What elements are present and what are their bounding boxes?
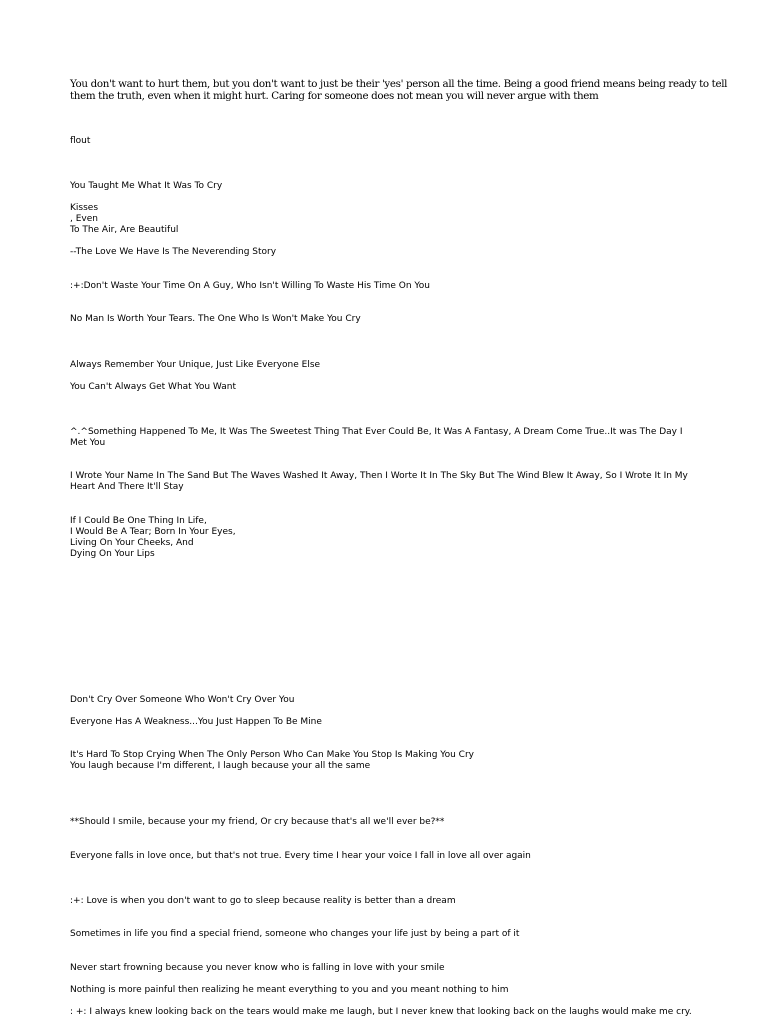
quote-19: Nothing is more painful then realizing he meant everything to you and you meant nothing to him — [70, 985, 509, 995]
quote-1: You Taught Me What It Was To Cry — [70, 181, 223, 191]
quote-6: Always Remember Your Unique, Just Like Everyone Else — [70, 360, 321, 370]
word-flout: flout — [70, 136, 91, 146]
quote-13: It's Hard To Stop Crying When The Only Person Who Can Make You Stop Is Making You Cry You laugh because I'm different, I laugh because your all the same — [70, 750, 474, 771]
quote-10: If I Could Be One Thing In Life, I Would Be A Tear; Born In Your Eyes, Living On Your Cheeks, And Dying On Your Lips — [70, 516, 236, 559]
quote-3: --The Love We Have Is The Neverending Story — [70, 247, 277, 257]
quote-7: You Can't Always Get What You Want — [70, 382, 237, 392]
quote-18: Never start frowning because you never know who is falling in love with your smile — [70, 963, 445, 973]
quote-14: **Should I smile, because your my friend, Or cry because that's all we'll ever be?** — [70, 817, 445, 827]
quote-15: Everyone falls in love once, but that's not true. Every time I hear your voice I fall in love all over again — [70, 851, 531, 861]
quote-20: : +: I always knew looking back on the tears would make me laugh, but I never knew that looking back on the laughs would make me cry. — [70, 1007, 692, 1017]
quote-16: :+: Love is when you don't want to go to sleep because reality is better than a dream — [70, 896, 456, 906]
quote-17: Sometimes in life you find a special friend, someone who changes your life just by being a part of it — [70, 929, 520, 939]
quote-8: ^.^Something Happened To Me, It Was The Sweetest Thing That Ever Could Be, It Was A Fantasy, A Dream Come True..It was The Day I Met You — [70, 427, 683, 448]
quote-11: Don't Cry Over Someone Who Won't Cry Over You — [70, 695, 295, 705]
quote-4: :+:Don't Waste Your Time On A Guy, Who Isn't Willing To Waste His Time On You — [70, 281, 430, 291]
intro-paragraph: You don't want to hurt them, but you don't want to just be their 'yes' person all the time. Being a good friend means being ready to tell them the truth, even when it might hurt. Caring for someone does not mean you will never argue with them — [70, 78, 728, 102]
quote-9: I Wrote Your Name In The Sand But The Waves Washed It Away, Then I Worte It In The Sky But The Wind Blew It Away, So I Wrote It In My Heart And There It'll Stay — [70, 471, 688, 492]
quote-5: No Man Is Worth Your Tears. The One Who Is Won't Make You Cry — [70, 314, 361, 324]
quote-2: Kisses , Even To The Air, Are Beautiful — [70, 203, 179, 235]
quote-12: Everyone Has A Weakness...You Just Happen To Be Mine — [70, 717, 322, 727]
